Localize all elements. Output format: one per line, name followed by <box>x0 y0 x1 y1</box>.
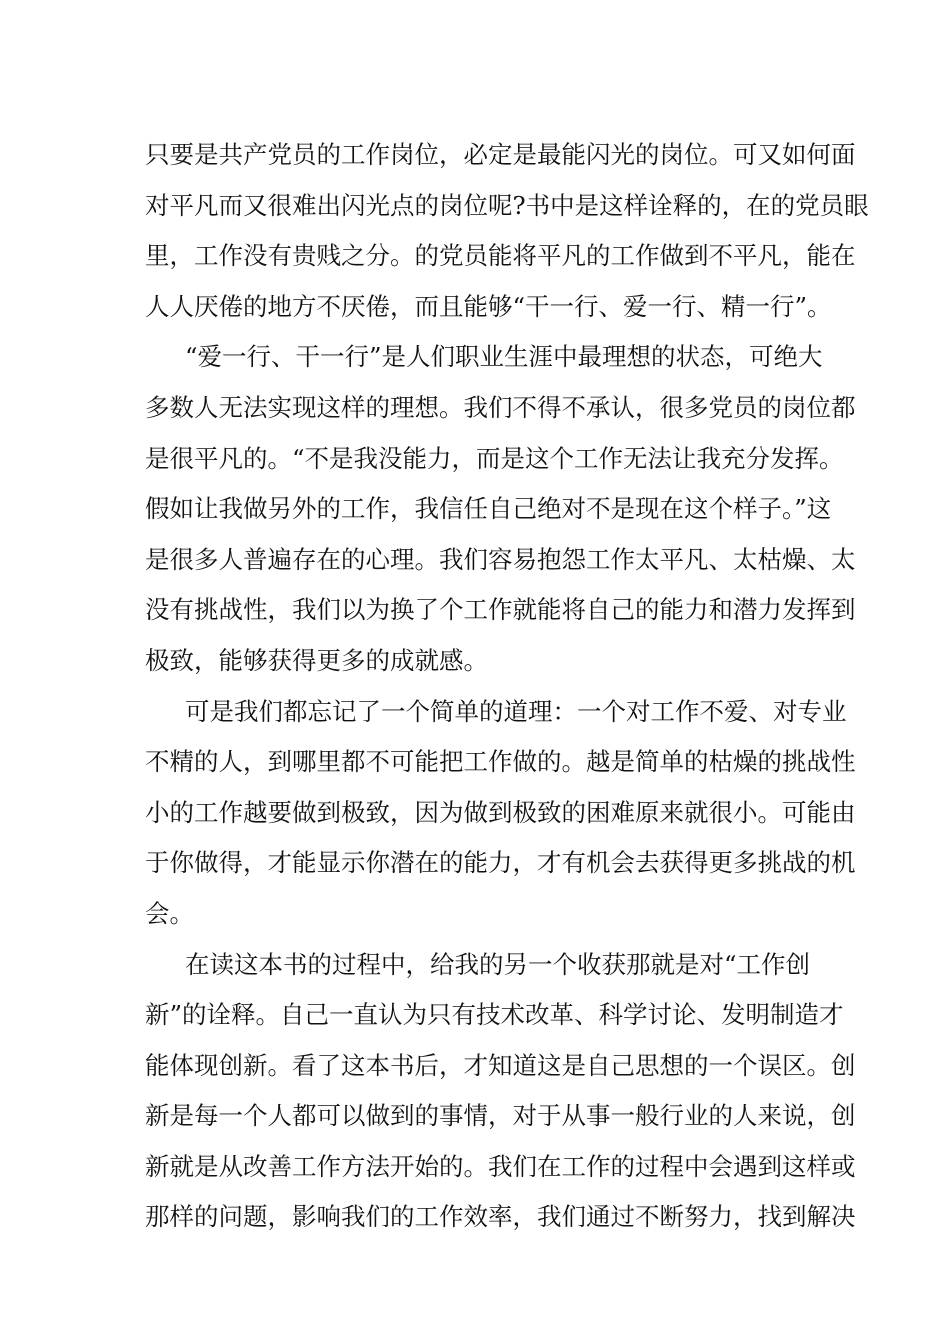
text-line: 新”的诠释。自己一直认为只有技术改革、科学讨论、发明制造才 <box>145 1000 844 1030</box>
text-line: 多数人无法实现这样的理想。我们不得不承认，很多党员的岗位都 <box>145 392 856 422</box>
text-line: 新是每一个人都可以做到的事情，对于从事一般行业的人来说，创 <box>145 1101 856 1131</box>
text-line: 小的工作越要做到极致，因为做到极致的困难原来就很小。可能由 <box>145 797 856 827</box>
text-line: 不精的人，到哪里都不可能把工作做的。越是简单的枯燥的挑战性 <box>145 747 856 777</box>
text-line: 那样的问题，影响我们的工作效率，我们通过不断努力，找到解决 <box>145 1202 856 1232</box>
text-line: 新就是从改善工作方法开始的。我们在工作的过程中会遇到这样或 <box>145 1151 856 1181</box>
text-line: 极致，能够获得更多的成就感。 <box>145 645 488 675</box>
text-line: 会。 <box>145 898 194 928</box>
paragraph-first-line: 可是我们都忘记了一个简单的道理：一个对工作不爱、对专业 <box>185 696 847 726</box>
paragraph-first-line: 在读这本书的过程中，给我的另一个收获那就是对“工作创 <box>185 949 811 979</box>
text-line: 里，工作没有贵贱之分。的党员能将平凡的工作做到不平凡，能在 <box>145 241 856 271</box>
text-line: 是很多人普遍存在的心理。我们容易抱怨工作太平凡、太枯燥、太 <box>145 544 856 574</box>
text-line: 能体现创新。看了这本书后，才知道这是自己思想的一个误区。创 <box>145 1050 856 1080</box>
text-line: 没有挑战性，我们以为换了个工作就能将自己的能力和潜力发挥到 <box>145 595 856 625</box>
body-text <box>145 130 869 1243</box>
text-line: 假如让我做另外的工作，我信任自己绝对不是现在这个样子。”这 <box>145 494 832 524</box>
text-line: 人人厌倦的地方不厌倦，而且能够“干一行、爱一行、精一行”。 <box>145 291 832 321</box>
paragraph-first-line: “爱一行、干一行”是人们职业生涯中最理想的状态，可绝大 <box>185 342 823 372</box>
text-line: 对平凡而又很难出闪光点的岗位呢?书中是这样诠释的，在的党员眼 <box>145 190 869 220</box>
text-line: 于你做得，才能显示你潜在的能力，才有机会去获得更多挑战的机 <box>145 848 856 878</box>
text-line: 是很平凡的。“不是我没能力，而是这个工作无法让我充分发挥。 <box>145 443 844 473</box>
text-line: 只要是共产党员的工作岗位，必定是最能闪光的岗位。可又如何面 <box>145 140 856 169</box>
